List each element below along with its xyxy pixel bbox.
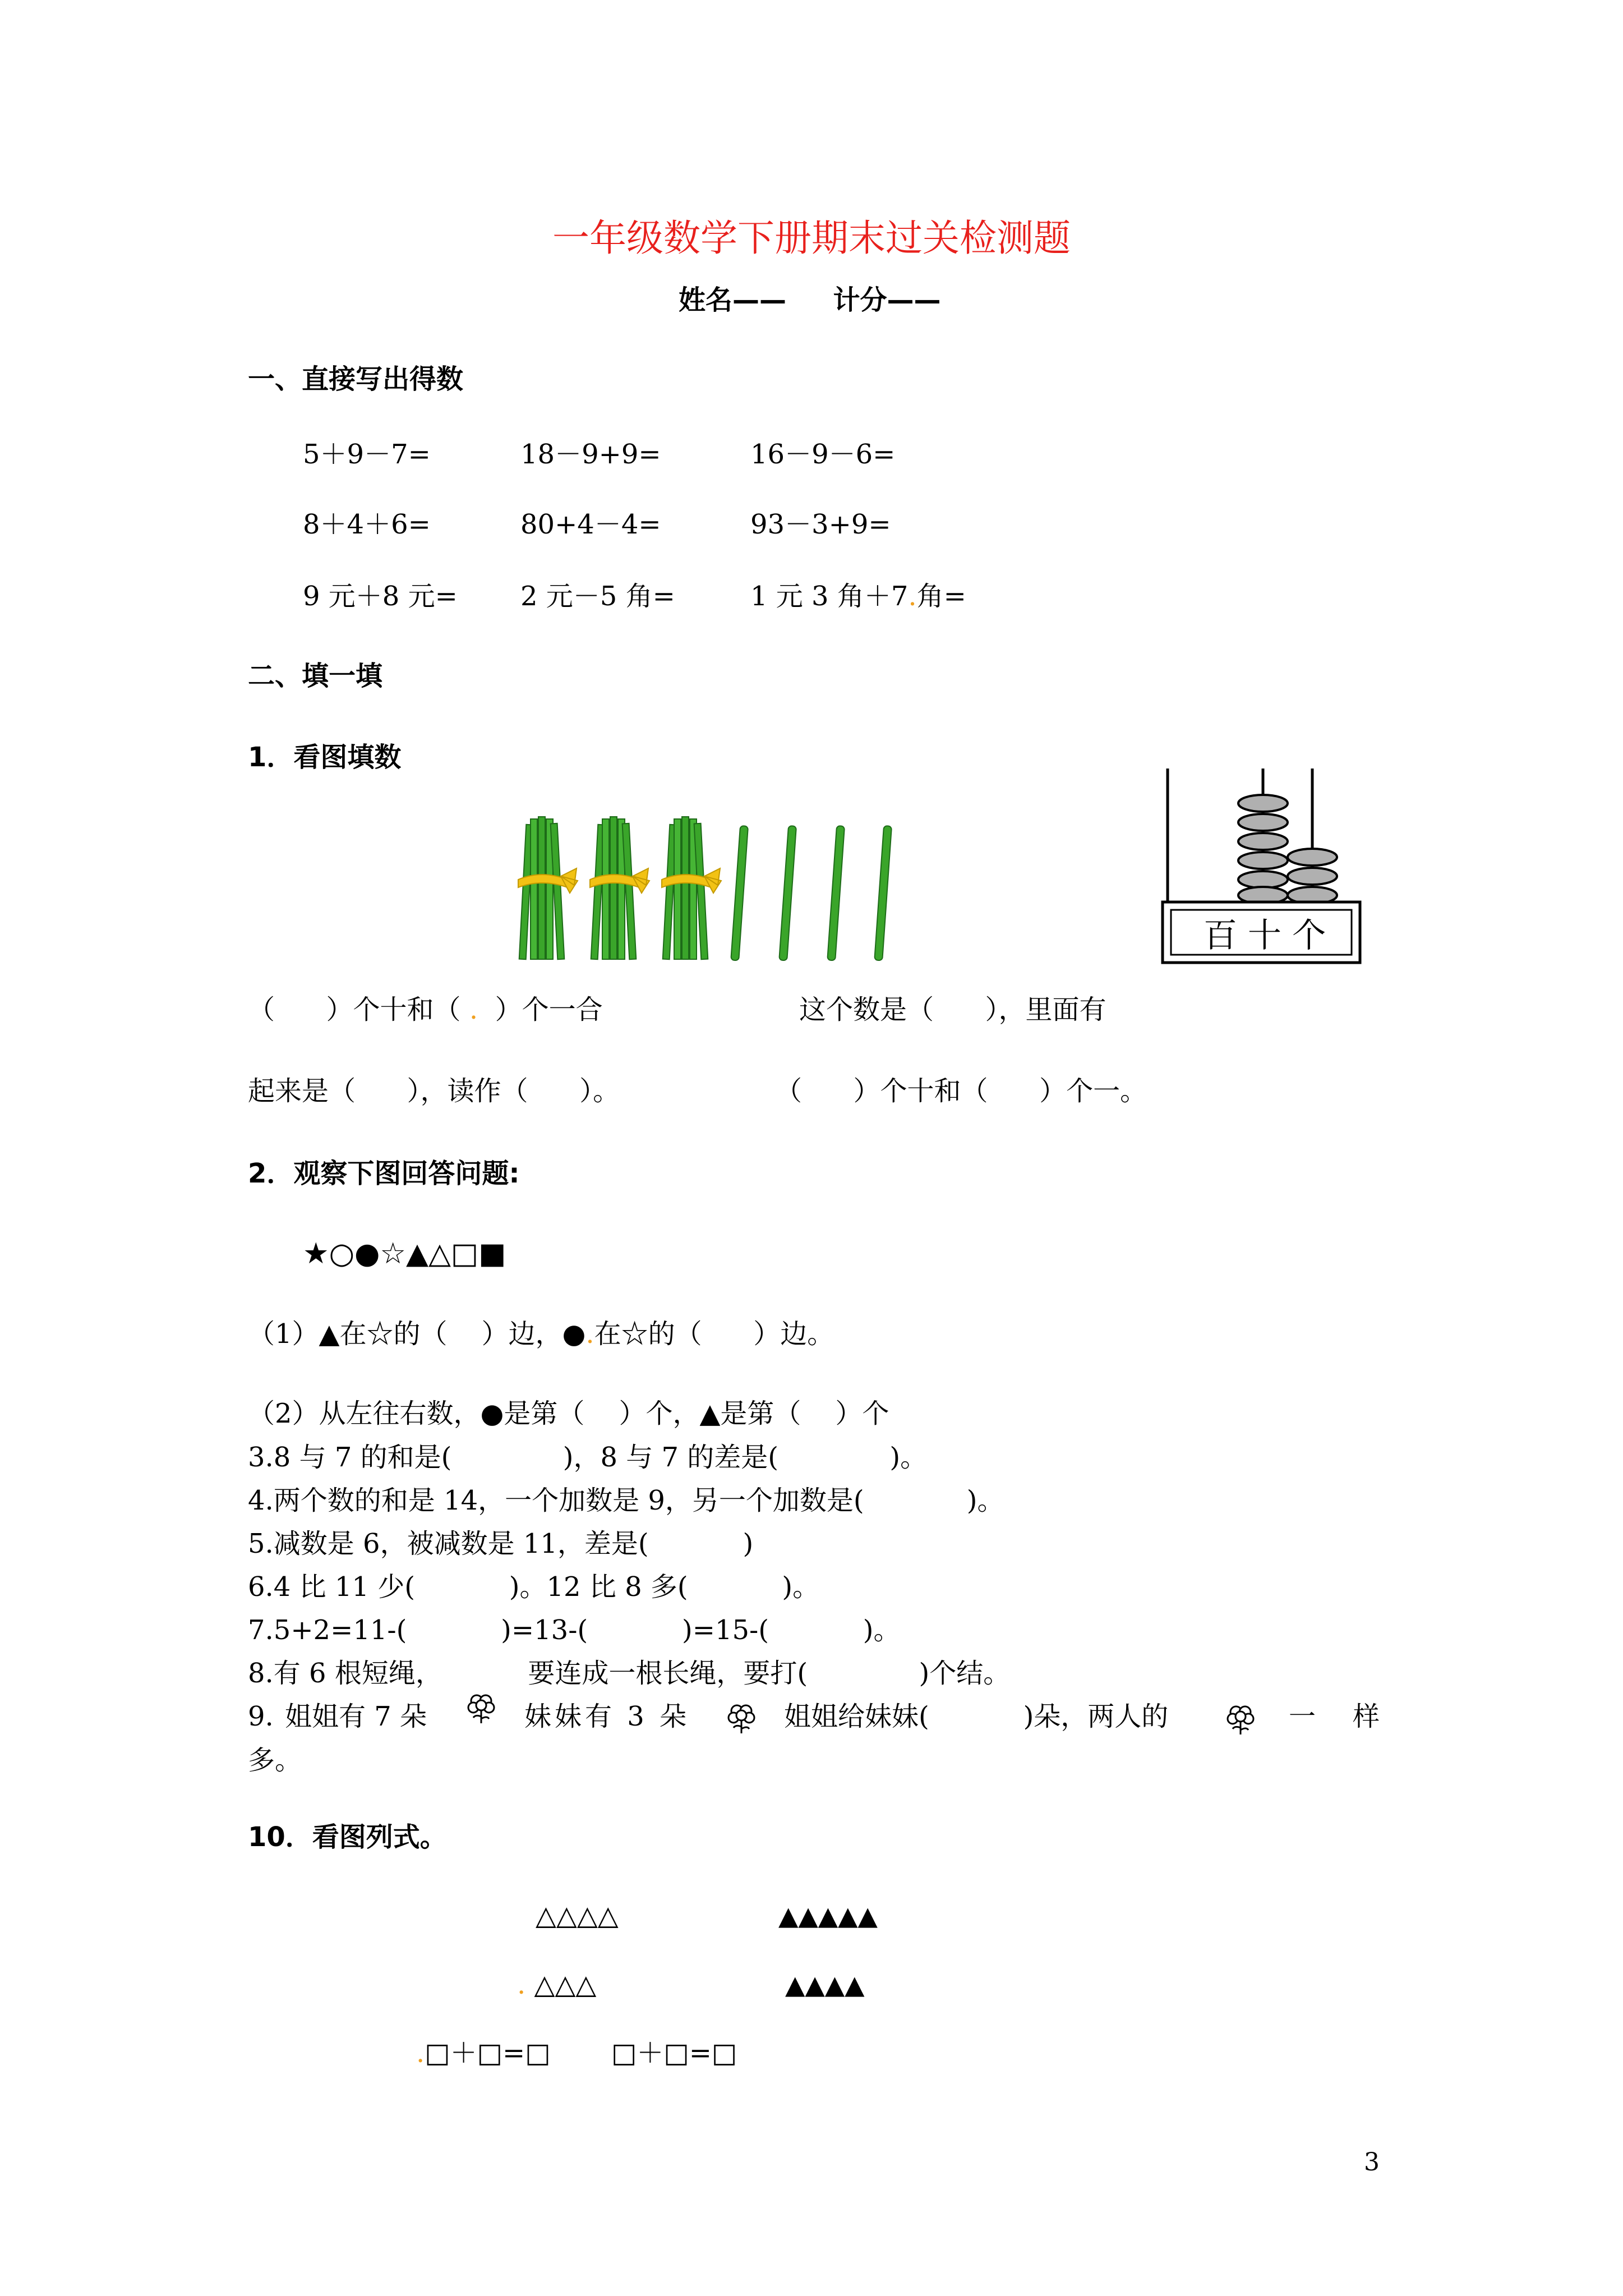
- arith-2-1: 8＋4＋6=: [303, 509, 431, 540]
- q1-heading: 1．看图填数: [248, 742, 402, 773]
- name-score-line: 姓名—— 计分——: [679, 284, 941, 316]
- q2-heading: 2．观察下图回答问题:: [248, 1158, 520, 1189]
- q2-part1: （1）▲在☆的（ ）边，●.在☆的（ ）边。: [248, 1318, 834, 1350]
- single-stick-icon: [731, 826, 748, 960]
- bead-icon: [1238, 852, 1288, 869]
- page-title: 一年级数学下册期末过关检测题: [552, 217, 1071, 260]
- arith-1-1: 5＋9－7=: [303, 439, 431, 470]
- bead-icon: [1288, 868, 1337, 885]
- bead-icon: [1238, 795, 1288, 812]
- q10-row1-right: ▲▲▲▲▲: [778, 1901, 878, 1931]
- q10-row1-left: △△△△: [536, 1900, 619, 1931]
- arith-1-2: 18－9+9=: [520, 439, 661, 470]
- bead-icon: [1238, 871, 1288, 888]
- section2-heading: 二、填一填: [248, 660, 383, 692]
- q9-num: 9.: [248, 1701, 274, 1732]
- question-7: 7.5+2=11-( )=13-( )=15-( )。: [248, 1614, 901, 1646]
- q1-left-line2: 起来是（ ），读作（ ）。: [248, 1075, 620, 1107]
- flower-icon: [723, 1700, 759, 1736]
- page-number: 3: [1364, 2148, 1380, 2177]
- bead-icon: [1238, 833, 1288, 850]
- q9-part-f: 多。: [248, 1745, 302, 1776]
- question-8: 8.有 6 根短绳， 要连成一根长绳，要打( )个结。: [248, 1658, 1011, 1689]
- question-4: 4.两个数的和是 14，一个加数是 9，另一个加数是( )。: [248, 1485, 1004, 1516]
- bundle-icon: [590, 817, 649, 959]
- single-stick-icon: [827, 826, 845, 960]
- q10-equation-2: □＋□=□: [611, 2037, 737, 2069]
- abacus-label: 百 十 个: [1203, 916, 1326, 955]
- bundle-icon: [518, 817, 578, 959]
- q10-row2-right: ▲▲▲▲: [785, 1970, 865, 2000]
- arith-2-3: 93－3+9=: [750, 509, 891, 540]
- q9-part-e: 样: [1353, 1701, 1380, 1732]
- bundle-icon: [662, 817, 721, 959]
- flower-icon: [463, 1690, 499, 1726]
- bead-icon: [1288, 849, 1337, 866]
- arith-2-2: 80+4－4=: [520, 509, 661, 540]
- flower-icon: [1223, 1701, 1258, 1737]
- q2-part2: （2）从左往右数，●是第（ ）个，▲是第（ ）个: [248, 1398, 889, 1429]
- q1-left-line1: （ ）个十和（ . ）个一合: [248, 994, 603, 1025]
- arith-1-3: 16－9－6=: [750, 439, 896, 470]
- arith-3-2: 2 元－5 角=: [520, 581, 675, 612]
- bead-icon: [1238, 814, 1288, 831]
- question-3: 3.8 与 7 的和是( )，8 与 7 的差是( )。: [248, 1442, 928, 1473]
- question-6: 6.4 比 11 少( )。12 比 8 多( )。: [248, 1571, 820, 1603]
- q1-right-line1: 这个数是（ ），里面有: [799, 994, 1106, 1025]
- arith-3-3: 1 元 3 角＋7.角=: [750, 581, 966, 612]
- single-stick-icon: [874, 826, 892, 960]
- q1-right-line2: （ ）个十和（ ）个一。: [775, 1075, 1147, 1107]
- stick-bundles-image: [516, 813, 931, 970]
- q10-heading: 10．看图列式。: [248, 1821, 447, 1853]
- q9-part-c: 姐姐给妹妹( )朵，两人的: [784, 1701, 1169, 1732]
- q9-part-b: 妹妹有 3 朵: [524, 1701, 690, 1732]
- arith-3-1: 9 元＋8 元=: [303, 581, 458, 612]
- q9-part-a: 姐姐有 7 朵: [285, 1701, 427, 1732]
- section1-heading: 一、直接写出得数: [248, 364, 464, 395]
- single-stick-icon: [779, 826, 796, 960]
- q9-part-d: 一: [1289, 1701, 1316, 1732]
- q10-row2-left: . △△△: [517, 1969, 597, 2000]
- question-5: 5.减数是 6，被减数是 11，差是( ): [248, 1528, 754, 1559]
- q10-equation-1: .□＋□=□: [416, 2037, 551, 2069]
- shape-sequence: ★○●☆▲△□■: [303, 1237, 506, 1271]
